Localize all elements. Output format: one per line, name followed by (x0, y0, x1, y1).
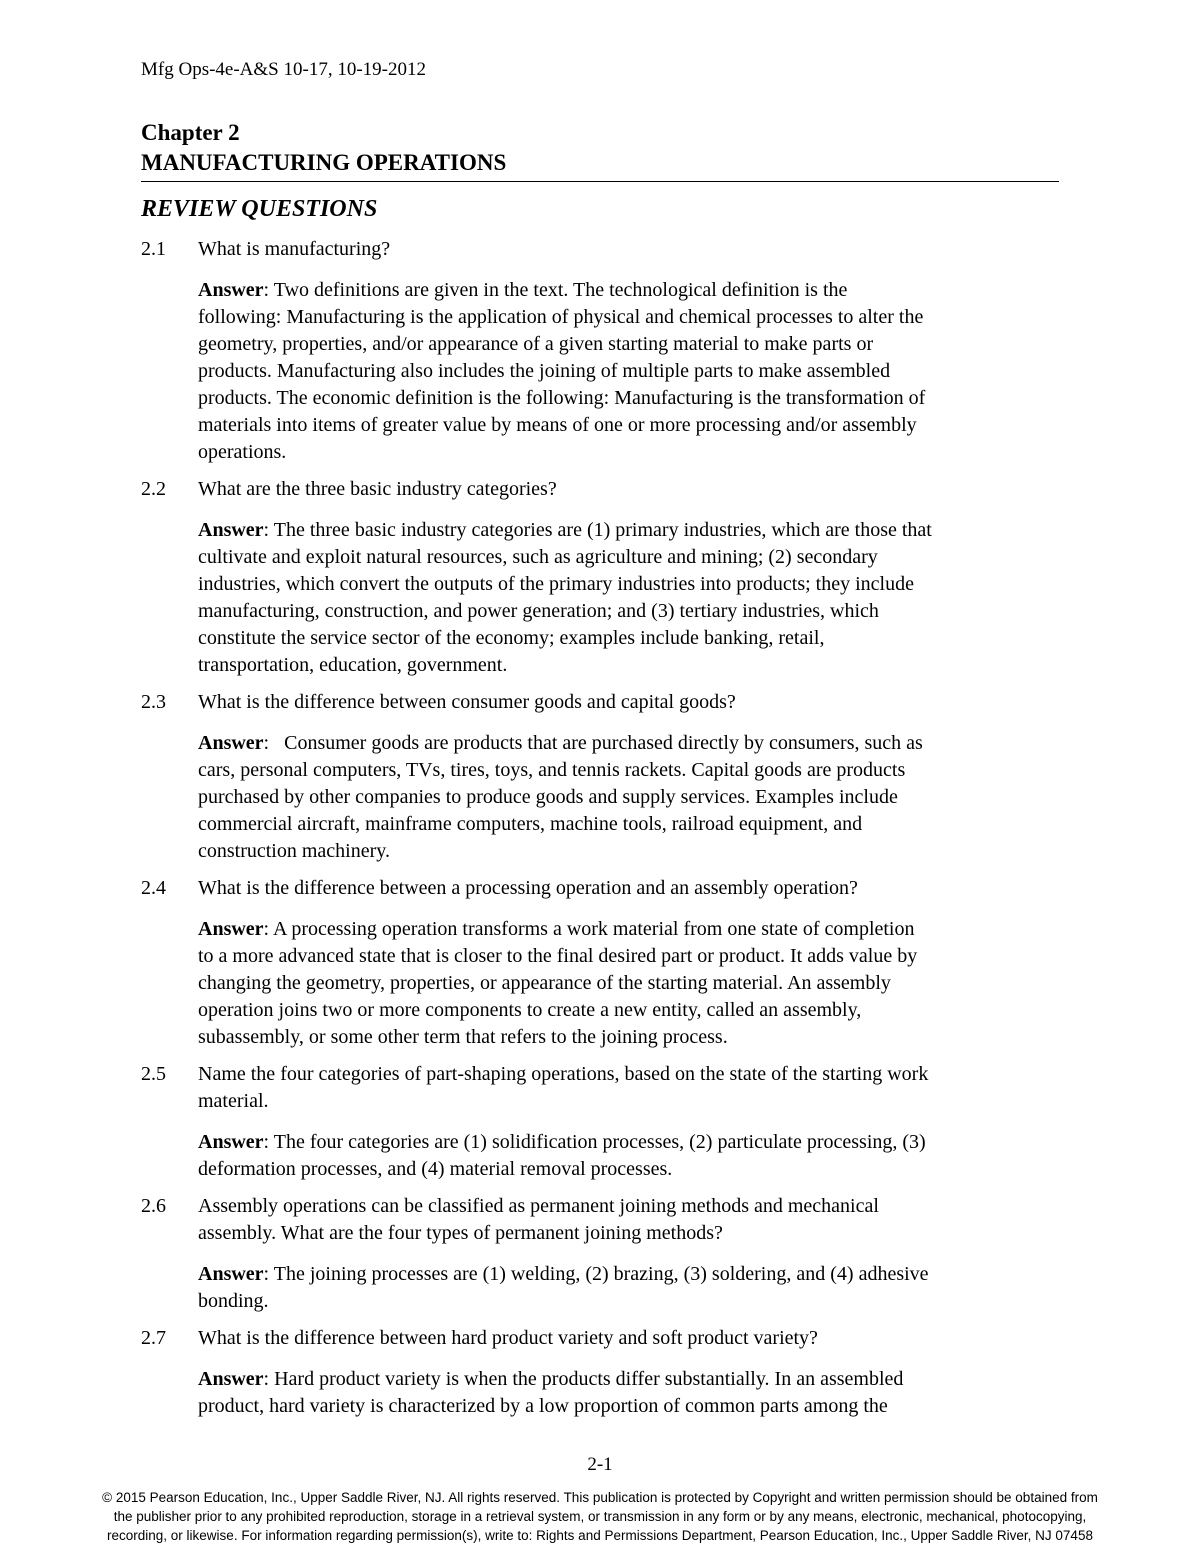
answer-line (198, 385, 1071, 412)
answer-line (198, 784, 1071, 811)
answer-line (198, 943, 1071, 970)
answer-label: Answer (198, 918, 264, 940)
question-row (141, 1325, 1071, 1352)
answer-line (198, 571, 1071, 598)
answer-separator: : (263, 1368, 270, 1390)
answer-text: Hard product variety is when the products differ substantially. In an assembled (269, 1368, 904, 1390)
answer-text: cultivate and exploit natural resources, such as agriculture and mining; (2) secondary (198, 546, 878, 568)
answer-text: operation joins two or more components to create a new entity, called an assembly, (198, 999, 862, 1021)
answer-line (198, 811, 1071, 838)
answer-separator: : (263, 1263, 270, 1285)
question-number: 2.2 (141, 478, 166, 500)
answer-text: products. Manufacturing also includes the joining of multiple parts to make assembled (198, 360, 891, 382)
answer-line (198, 730, 1071, 757)
answer-line (198, 439, 1071, 466)
answer-separator: : (263, 519, 270, 541)
answer-line (198, 598, 1071, 625)
answer-text: operations. (198, 441, 287, 463)
page-number: 2-1 (587, 1454, 613, 1475)
answer-text: products. The economic definition is the following: Manufacturing is the transformation of (198, 387, 926, 409)
question-text: Name the four categories of part-shaping operations, based on the state of the starting work (198, 1063, 929, 1085)
question-row (141, 689, 1071, 716)
answer-text: deformation processes, and (4) material removal processes. (198, 1158, 673, 1180)
answer-text: Two definitions are given in the text. The technological definition is the (269, 279, 848, 301)
review-question (141, 1325, 1071, 1420)
answer-line (198, 358, 1071, 385)
answer-block (141, 277, 1071, 466)
question-row (141, 1061, 1071, 1115)
question-text: What is the difference between consumer goods and capital goods? (198, 691, 736, 713)
question-row (141, 236, 1071, 263)
question-row (141, 476, 1071, 503)
chapter-label: Chapter 2 (141, 120, 240, 145)
question-row (141, 875, 1071, 902)
answer-block (141, 1366, 1071, 1420)
answer-separator: : (263, 732, 270, 754)
answer-line (198, 625, 1071, 652)
answer-text: following: Manufacturing is the application of physical and chemical processes to alter the (198, 306, 924, 328)
answer-line (198, 1156, 1071, 1183)
answer-text: industries, which convert the outputs of the primary industries into products; they include (198, 573, 914, 595)
answer-label: Answer (198, 279, 264, 301)
question-number: 2.6 (141, 1195, 166, 1217)
answer-text: product, hard variety is characterized by a low proportion of common parts among the (198, 1395, 888, 1417)
answer-line (198, 1261, 1071, 1288)
question-number: 2.3 (141, 691, 166, 713)
answer-line (198, 412, 1071, 439)
question-row (141, 1193, 1071, 1247)
copyright-line: recording, or likewise. For information regarding permission(s), write to: Rights and Permissions Department, Pearson Education, Inc., Upper Saddle River, NJ 07458 (107, 1528, 1093, 1543)
question-number: 2.4 (141, 877, 166, 899)
question-number: 2.1 (141, 238, 166, 260)
answer-text: to a more advanced state that is closer to the final desired part or product. It adds value by (198, 945, 918, 967)
answer-line (198, 517, 1071, 544)
answer-label: Answer (198, 1263, 264, 1285)
copyright-line: the publisher prior to any prohibited reproduction, storage in a retrieval system, or transmission in any form or by any means, electronic, mechanical, photocopying, (113, 1509, 1087, 1524)
question-text: What are the three basic industry categories? (198, 478, 557, 500)
answer-block (141, 1261, 1071, 1315)
answer-text: A processing operation transforms a work material from one state of completion (269, 918, 915, 940)
answer-line (198, 277, 1071, 304)
answer-line (198, 652, 1071, 679)
answer-separator: : (263, 279, 270, 301)
question-text: What is manufacturing? (198, 238, 391, 260)
answer-label: Answer (198, 1131, 264, 1153)
answer-text: The three basic industry categories are (1) primary industries, which are those that (269, 519, 932, 541)
answer-text: subassembly, or some other term that refers to the joining process. (198, 1026, 728, 1048)
answer-line (198, 997, 1071, 1024)
answer-text: The joining processes are (1) welding, (2) brazing, (3) soldering, and (4) adhesive (269, 1263, 929, 1285)
answer-line (198, 544, 1071, 571)
answer-text: construction machinery. (198, 840, 390, 862)
answer-text: constitute the service sector of the economy; examples include banking, retail, (198, 627, 825, 649)
copyright-notice (0, 1488, 1200, 1545)
answer-separator: : (263, 918, 270, 940)
answer-line (198, 1024, 1071, 1051)
copyright-line: © 2015 Pearson Education, Inc., Upper Saddle River, NJ. All rights reserved. This publication is protected by Copyright and written permission should be obtained from (102, 1490, 1098, 1505)
question-text: What is the difference between hard product variety and soft product variety? (198, 1327, 818, 1349)
answer-text: Consumer goods are products that are purchased directly by consumers, such as (269, 732, 923, 754)
review-question (141, 1193, 1071, 1315)
answer-text: commercial aircraft, mainframe computers, machine tools, railroad equipment, and (198, 813, 863, 835)
answer-line (198, 757, 1071, 784)
answer-label: Answer (198, 1368, 264, 1390)
answer-text: changing the geometry, properties, or appearance of the starting material. An assembly (198, 972, 891, 994)
answer-text: materials into items of greater value by means of one or more processing and/or assembly (198, 414, 917, 436)
review-question (141, 476, 1071, 679)
question-text: assembly. What are the four types of permanent joining methods? (198, 1222, 723, 1244)
answer-text: geometry, properties, and/or appearance of a given starting material to make parts or (198, 333, 874, 355)
answer-line (198, 970, 1071, 997)
chapter-title: MANUFACTURING OPERATIONS (141, 150, 507, 175)
answer-line (198, 916, 1071, 943)
answer-line (198, 331, 1071, 358)
answer-text: purchased by other companies to produce goods and supply services. Examples include (198, 786, 898, 808)
answer-text: transportation, education, government. (198, 654, 508, 676)
review-question (141, 236, 1071, 466)
answer-label: Answer (198, 732, 264, 754)
review-question (141, 689, 1071, 865)
question-number: 2.7 (141, 1327, 166, 1349)
answer-block (141, 730, 1071, 865)
chapter-heading (141, 118, 1059, 182)
answer-line (198, 304, 1071, 331)
answer-line (198, 1288, 1071, 1315)
question-text: Assembly operations can be classified as permanent joining methods and mechanical (198, 1195, 879, 1217)
running-head: Mfg Ops-4e-A&S 10-17, 10-19-2012 (141, 59, 426, 80)
answer-text: The four categories are (1) solidification processes, (2) particulate processing, (3) (269, 1131, 926, 1153)
question-number: 2.5 (141, 1063, 166, 1085)
review-question (141, 1061, 1071, 1183)
answer-block (141, 517, 1071, 679)
answer-line (198, 1393, 1071, 1420)
answer-line (198, 1366, 1071, 1393)
review-questions-list (141, 236, 1071, 1420)
answer-separator: : (263, 1131, 270, 1153)
question-text: material. (198, 1090, 269, 1112)
answer-text: bonding. (198, 1290, 269, 1312)
answer-label: Answer (198, 519, 264, 541)
question-text: What is the difference between a processing operation and an assembly operation? (198, 877, 858, 899)
answer-text: manufacturing, construction, and power generation; and (3) tertiary industries, which (198, 600, 879, 622)
answer-block (141, 1129, 1071, 1183)
review-question (141, 875, 1071, 1051)
answer-block (141, 916, 1071, 1051)
answer-text: cars, personal computers, TVs, tires, toys, and tennis rackets. Capital goods are products (198, 759, 906, 781)
answer-line (198, 1129, 1071, 1156)
section-title: REVIEW QUESTIONS (141, 196, 378, 222)
answer-line (198, 838, 1071, 865)
